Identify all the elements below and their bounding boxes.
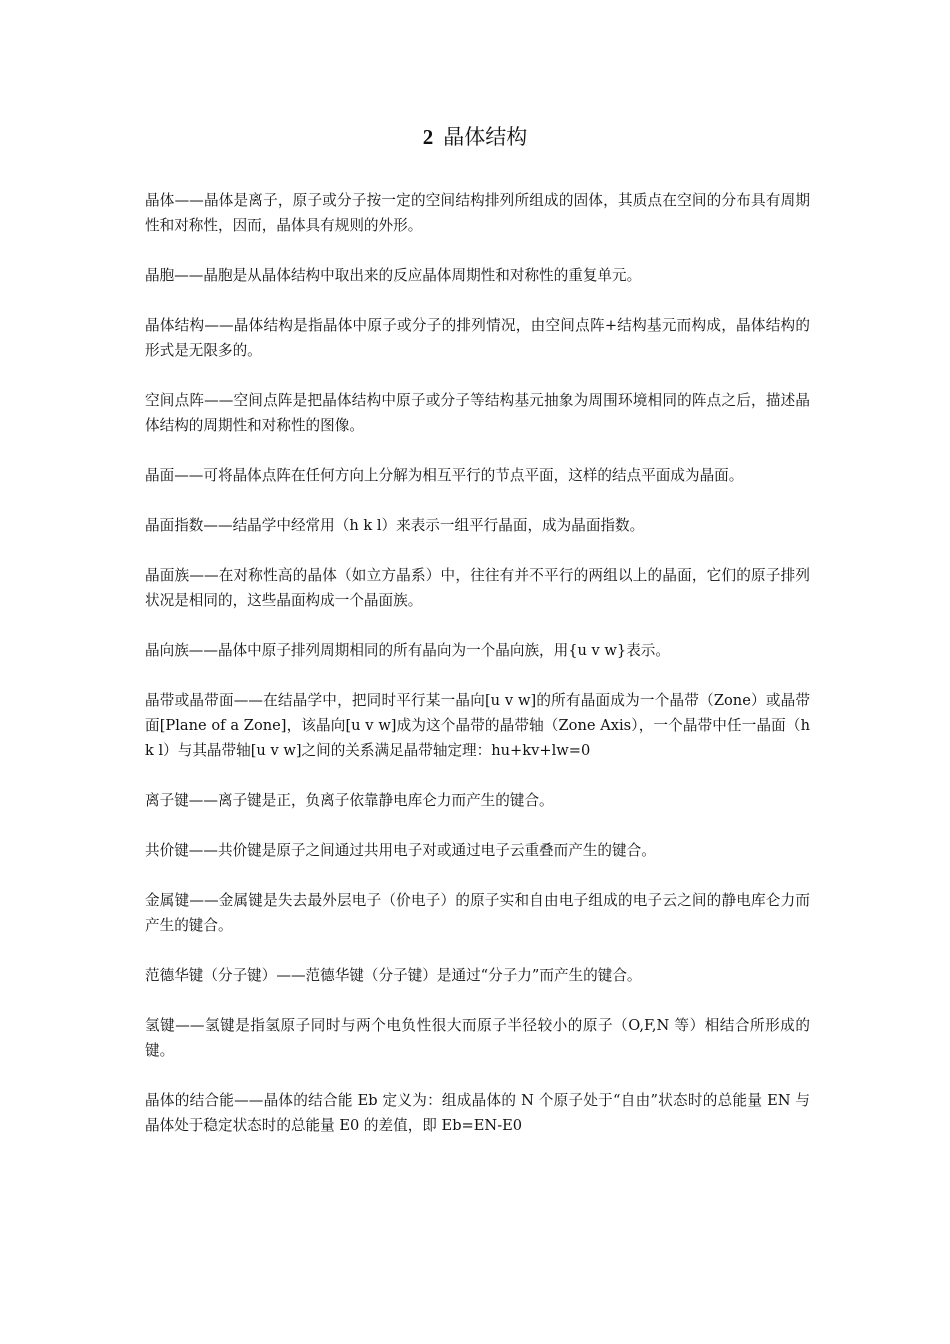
definition-hydrogen-bond: 氢键——氢键是指氢原子同时与两个电负性很大而原子半径较小的原子（O,F,N 等）相结合所形成的键。 <box>145 1017 810 1059</box>
definition-plane-family: 晶面族——在对称性高的晶体（如立方晶系）中，往往有并不平行的两组以上的晶面，它们的原子排列状况是相同的，这些晶面构成一个晶面族。 <box>145 567 810 609</box>
definition-direction-family: 晶向族——晶体中原子排列周期相同的所有晶向为一个晶向族，用{u v w}表示。 <box>145 642 670 659</box>
definition-covalent-bond: 共价键——共价键是原子之间通过共用电子对或通过电子云重叠而产生的键合。 <box>145 842 656 859</box>
definition-metallic-bond: 金属键——金属键是失去最外层电子（价电子）的原子实和自由电子组成的电子云之间的静电库仑力而产生的键合。 <box>145 892 810 934</box>
title-number: 2 <box>422 125 434 149</box>
definition-van-der-waals-bond: 范德华键（分子键）——范德华键（分子键）是通过“分子力”而产生的键合。 <box>145 967 642 984</box>
definition-miller-index: 晶面指数——结晶学中经常用（h k l）来表示一组平行晶面，成为晶面指数。 <box>145 517 645 534</box>
definition-crystal: 晶体——晶体是离子，原子或分子按一定的空间结构排列所组成的固体，其质点在空间的分布具有周期性和对称性，因而，晶体具有规则的外形。 <box>145 192 810 234</box>
page-title <box>0 122 950 152</box>
definition-crystal-structure: 晶体结构——晶体结构是指晶体中原子或分子的排列情况，由空间点阵+结构基元而构成，晶体结构的形式是无限多的。 <box>145 317 810 359</box>
definition-ionic-bond: 离子键——离子键是正，负离子依靠静电库仑力而产生的键合。 <box>145 792 554 809</box>
definition-crystal-plane: 晶面——可将晶体点阵在任何方向上分解为相互平行的节点平面，这样的结点平面成为晶面。 <box>145 467 744 484</box>
definition-space-lattice: 空间点阵——空间点阵是把晶体结构中原子或分子等结构基元抽象为周围环境相同的阵点之后，描述晶体结构的周期性和对称性的图像。 <box>145 392 810 434</box>
title-text: 晶体结构 <box>443 125 528 149</box>
document-body <box>145 188 810 1163</box>
definition-unit-cell: 晶胞——晶胞是从晶体结构中取出来的反应晶体周期性和对称性的重复单元。 <box>145 267 642 284</box>
definition-binding-energy: 晶体的结合能——晶体的结合能 Eb 定义为：组成晶体的 N 个原子处于“自由”状态时的总能量 EN 与晶体处于稳定状态时的总能量 E0 的差值，即 Eb=EN-E0 <box>145 1092 810 1134</box>
definition-zone: 晶带或晶带面——在结晶学中，把同时平行某一晶向[u v w]的所有晶面成为一个晶带（Zone）或晶带面[Plane of a Zone]，该晶向[u v w]成为这个晶带的晶带轴（Zone Axis），一个晶带中任一晶面（h k l）与其晶带轴[u v w]之间的关系满足晶带轴定理：hu+kv+lw=0 <box>145 692 810 759</box>
